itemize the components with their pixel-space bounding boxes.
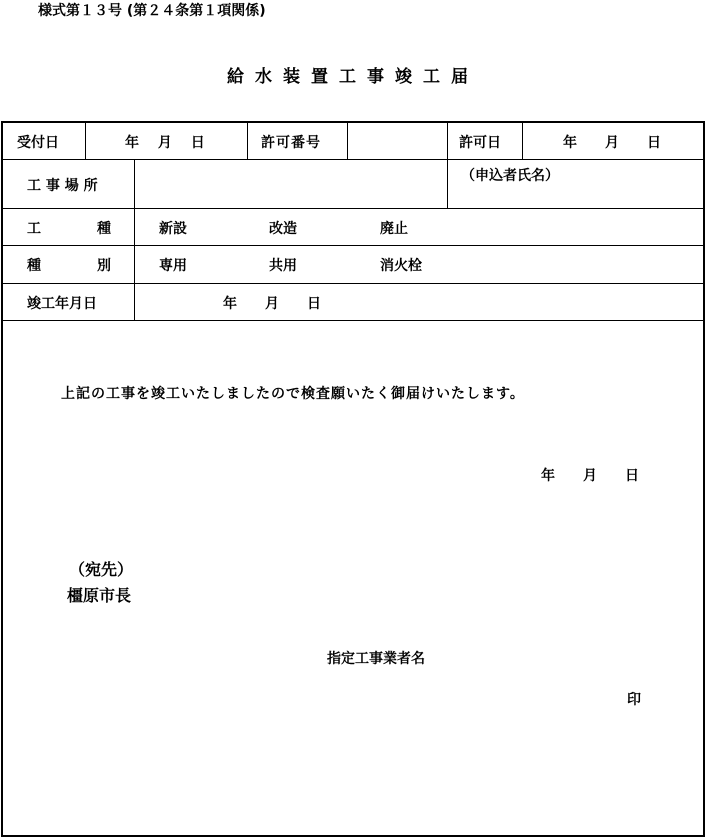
contractor-name-label: 指定工事業者名 (327, 651, 425, 667)
received-date-field[interactable]: 年 月 日 (125, 135, 205, 151)
category-exclusive-option[interactable]: 専用 (159, 258, 187, 274)
col-divider-r1-d (447, 123, 448, 208)
completion-date-label: 竣工年月日 (27, 296, 97, 312)
page-title: 給水装置工事竣工届 (227, 67, 479, 87)
row-divider-2 (3, 208, 703, 209)
work-type-new-option[interactable]: 新設 (159, 221, 187, 237)
col-divider-r1-c (347, 123, 348, 159)
seal-mark: 印 (627, 692, 641, 708)
row-divider-1 (3, 159, 703, 160)
work-type-abolish-option[interactable]: 廃止 (380, 221, 408, 237)
row-divider-5 (3, 320, 703, 321)
col-divider-r1-a (85, 123, 86, 159)
report-statement: 上記の工事を竣工いたしましたので検査願いたく御届けいたします。 (61, 386, 525, 402)
completion-date-field[interactable]: 年 月 日 (223, 296, 321, 312)
row-divider-4 (3, 283, 703, 284)
category-label-part1: 種 (27, 258, 41, 274)
addressee-prefix: （宛先） (69, 560, 134, 579)
completion-report-form (1, 121, 705, 837)
label-column-divider (134, 159, 135, 320)
work-type-remodel-option[interactable]: 改造 (269, 221, 297, 237)
category-shared-option[interactable]: 共用 (269, 258, 297, 274)
permit-date-label: 許可日 (459, 135, 501, 151)
permit-number-label: 許可番号 (261, 135, 321, 151)
row-divider-3 (3, 245, 703, 246)
col-divider-r1-e (522, 123, 523, 159)
report-date-field[interactable]: 年 月 日 (541, 468, 639, 484)
category-label-part2: 別 (97, 258, 111, 274)
addressee-name: 橿原市長 (67, 586, 132, 605)
received-date-label: 受付日 (17, 135, 59, 151)
applicant-name-label: （申込者氏名） (461, 168, 559, 184)
form-number: 様式第１３号 (第２４条第１項関係) (38, 3, 266, 19)
permit-date-field[interactable]: 年 月 日 (563, 135, 661, 151)
category-hydrant-option[interactable]: 消火栓 (380, 258, 422, 274)
work-type-label-part1: 工 (27, 221, 41, 237)
construction-site-label: 工 事 場 所 (27, 178, 98, 194)
work-type-label-part2: 種 (97, 221, 111, 237)
col-divider-r1-b (247, 123, 248, 159)
